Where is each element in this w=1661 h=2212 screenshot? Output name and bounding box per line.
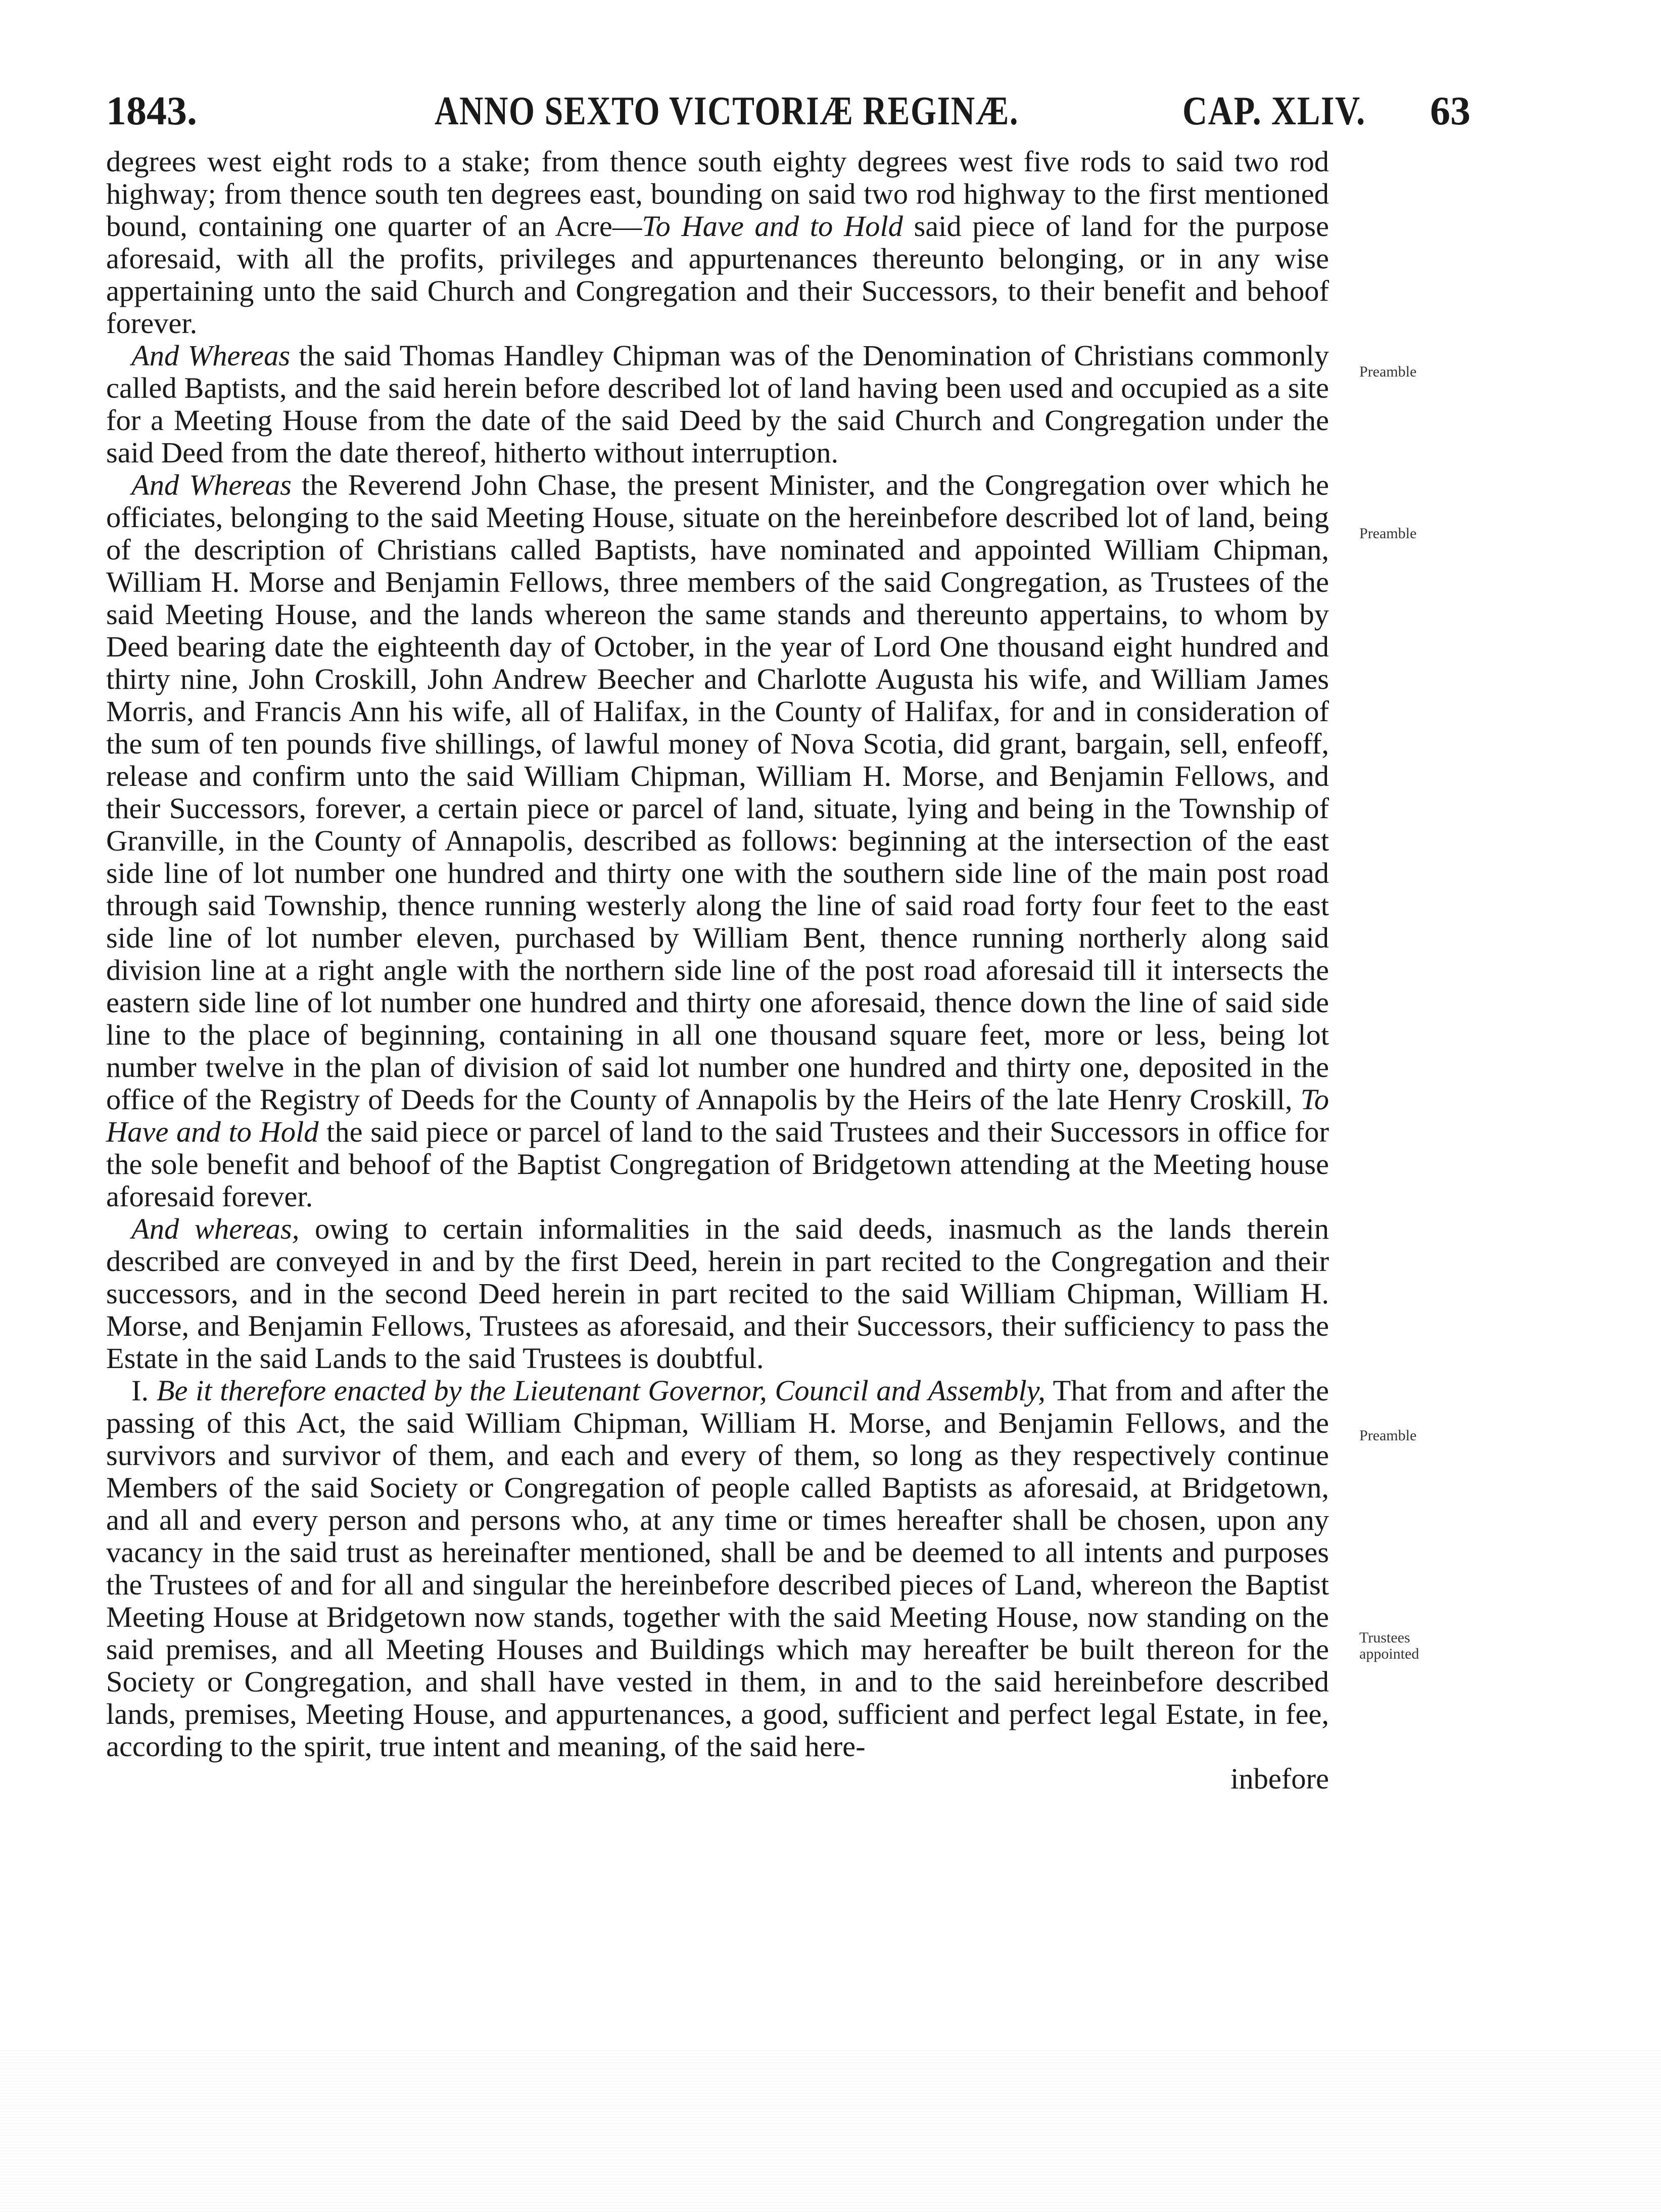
page-number: 63 [1430,89,1470,133]
scan-texture [0,2050,1661,2212]
page-header [106,83,1470,139]
margin-note-preamble-2: Preamble [1359,525,1417,542]
paragraph-section-1: I. Be it therefore enacted by the Lieutenant Governor, Council and Assembly, That from and after the passing of this Act, the said William Chipman, William H. Morse, and Benjamin Fellows, and the survivors and survivor of them, and each and every of them, so long as they respectively continue Members of the said Society or Congregation of people called Baptists as aforesaid, at Bridgetown, and all and every person and persons who, at any time or times hereafter shall be chosen, upon any vacancy in the said trust as hereinafter mentioned, shall be and be deemed to all intents and purposes the Trustees of and for all and singular the hereinbefore described pieces of Land, whereon the Baptist Meeting House at Bridgetown now stands, together with the said Meeting House, now standing on the said premises, and all Meeting Houses and Buildings which may hereafter be built thereon for the Society or Congregation, and shall have vested in them, in and to the said hereinbefore described lands, premises, Meeting House, and appurtenances, a good, sufficient and perfect legal Estate, in fee, according to the spirit, true intent and meaning, of the said here- [106,1374,1329,1763]
paragraph-preamble-3: And whereas, owing to certain informalities in the said deeds, inasmuch as the lands therein described are conveyed in and by the first Deed, herein in part recited to the Congregation and their successors, and in the second Deed herein in part recited to the said William Chipman, William H. Morse, and Benjamin Fellows, Trustees as aforesaid, and their Successors, their sufficiency to pass the Estate in the said Lands to the said Trustees is doubtful. [106,1212,1329,1375]
paragraph-preamble-1: And Whereas the said Thomas Handley Chipman was of the Denomination of Christians commonly called Baptists, and the said herein before described lot of land having been used and occupied as a site for a Meeting House from the date of the said Deed by the said Church and Congregation under the said Deed from the date thereof, hitherto without interruption. [106,339,1329,469]
statute-text [106,146,1329,1795]
margin-note-preamble-1: Preamble [1359,363,1417,380]
header-title: ANNO SEXTO VICTORIÆ REGINÆ. [435,89,1019,133]
paragraph-preamble-2: And Whereas the Reverend John Chase, the present Minister, and the Congregation over which he officiates, belonging to the said Meeting House, situate on the hereinbefore described lot of land, being of the description of Christians called Baptists, have nominated and appointed William Chipman, William H. Morse and Benjamin Fellows, three members of the said Congregation, as Trustees of the said Meeting House, and the lands whereon the same stands and thereunto appertains, to whom by Deed bearing date the eighteenth day of October, in the year of Lord One thousand eight hundred and thirty nine, John Croskill, John Andrew Beecher and Charlotte Augusta his wife, and William James Morris, and Francis Ann his wife, all of Halifax, in the County of Halifax, for and in consideration of the sum of ten pounds five shillings, of lawful money of Nova Scotia, did grant, bargain, sell, enfeoff, release and confirm unto the said William Chipman, William H. Morse, and Benjamin Fellows, and their Successors, forever, a certain piece or parcel of land, situate, lying and being in the Township of Granville, in the County of Annapolis, described as follows: beginning at the intersection of the east side line of lot number one hundred and thirty one with the southern side line of the main post road through said Township, thence running westerly along the line of said road forty four feet to the east side line of lot number eleven, purchased by William Bent, thence running northerly along said division line at a right angle with the northern side line of the post road aforesaid till it intersects the eastern side line of lot number one hundred and thirty one aforesaid, thence down the line of said side line to the place of beginning, containing in all one thousand square feet, more or less, being lot number twelve in the plan of division of said lot number one hundred and thirty one, deposited in the office of the Registry of Deeds for the County of Annapolis by the Heirs of the late Henry Croskill, To Have and to Hold the said piece or parcel of land to the said Trustees and their Successors in office for the sole benefit and behoof of the Baptist Congregation of Bridgetown attending at the Meeting house aforesaid forever. [106,468,1329,1213]
header-year: 1843. [106,89,197,133]
paragraph-continuation: degrees west eight rods to a stake; from thence south eighty degrees west five rods to said two rod highway; from thence south ten degrees east, bounding on said two rod highway to the first mentioned bound, containing one quarter of an Acre—To Have and to Hold said piece of land for the purpose aforesaid, with all the profits, privileges and appurtenances thereunto belonging, or in any wise appertaining unto the said Church and Congregation and their Successors, to their benefit and behoof forever. [106,145,1329,340]
catchword: inbefore [1230,1762,1329,1795]
margin-note-preamble-3: Preamble [1359,1427,1417,1444]
margin-note-trustees-appointed: Trustees appointed [1359,1629,1419,1662]
header-chapter: CAP. XLIV. [1182,89,1366,133]
